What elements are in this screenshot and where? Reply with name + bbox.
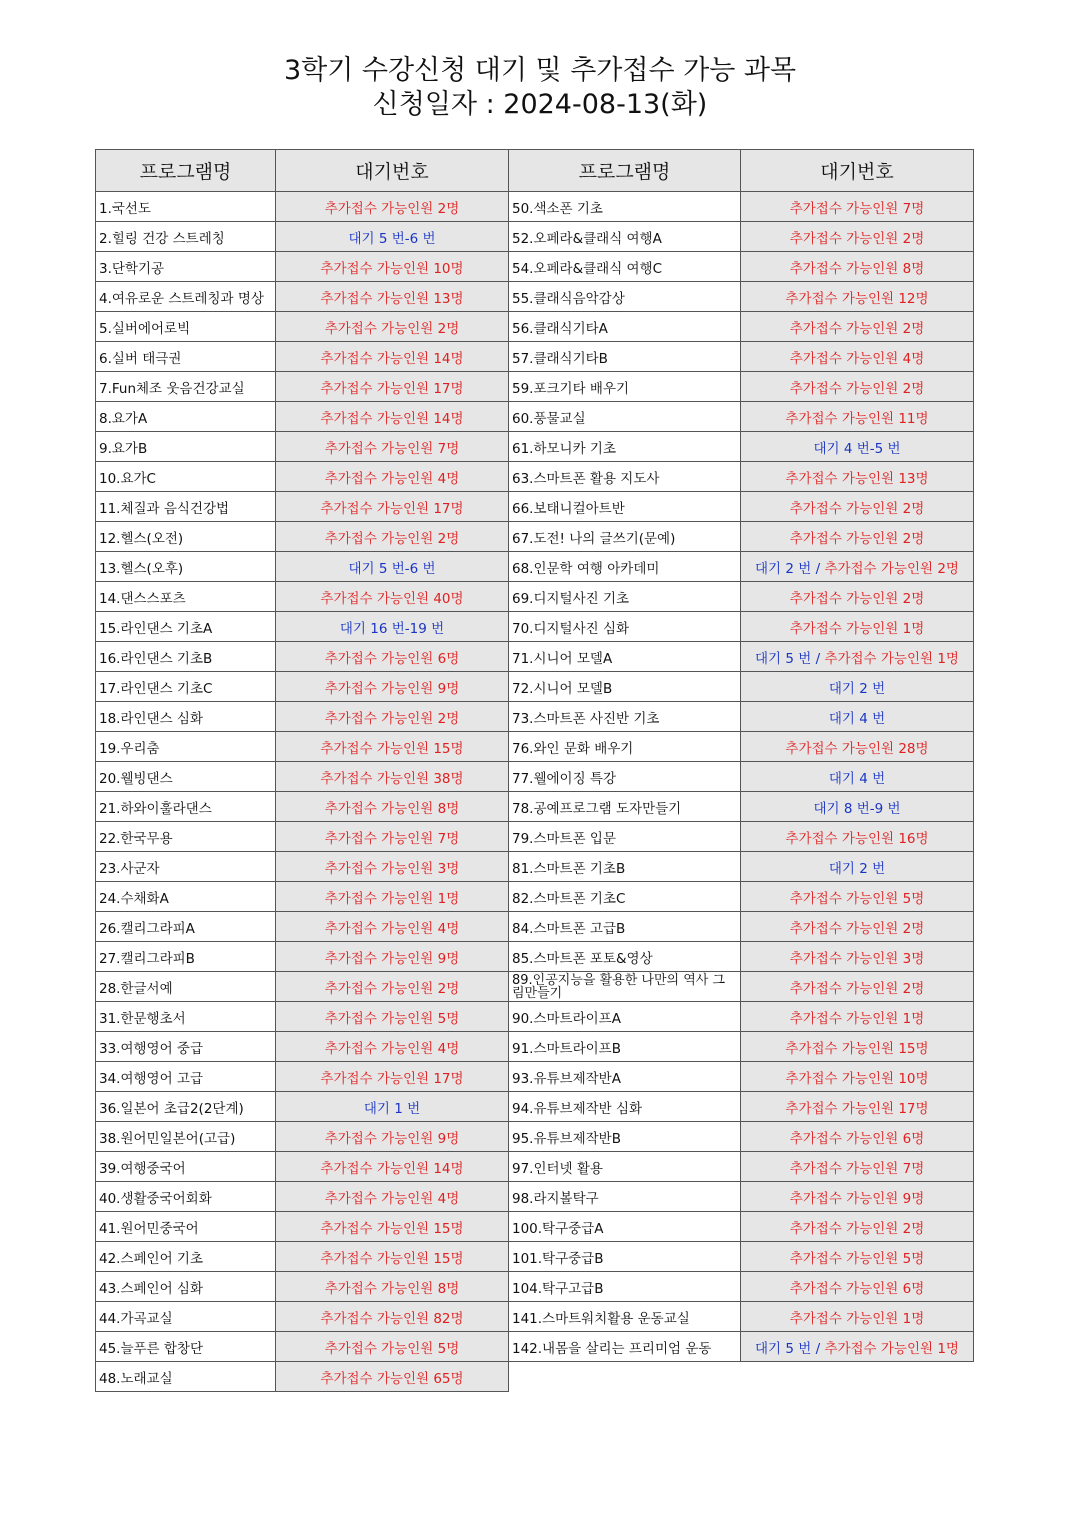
program-name-cell: 68.인문학 여행 아카데미	[509, 552, 741, 582]
program-name-cell: 98.라지볼탁구	[509, 1182, 741, 1212]
waiting-status-cell: 추가접수 가능인원 82명	[276, 1302, 509, 1332]
waitlist-text: 대기 2 번	[755, 560, 812, 577]
waiting-status-cell: 추가접수 가능인원 14명	[276, 342, 509, 372]
table-row	[509, 1092, 974, 1122]
table-row	[509, 762, 974, 792]
program-name-cell: 100.탁구중급A	[509, 1212, 741, 1242]
program-name-cell: 50.색소폰 기초	[509, 192, 741, 222]
waiting-status-cell: 추가접수 가능인원 10명	[276, 252, 509, 282]
table-row	[509, 702, 974, 732]
program-name-cell: 70.디지털사진 심화	[509, 612, 741, 642]
waiting-status-cell: 추가접수 가능인원 12명	[741, 282, 974, 312]
waiting-status-cell: 추가접수 가능인원 5명	[276, 1332, 509, 1362]
waitlist-text: 대기 5 번	[755, 650, 812, 667]
program-name-cell: 12.헬스(오전)	[96, 522, 276, 552]
program-name-cell: 11.체질과 음식건강법	[96, 492, 276, 522]
table-row	[96, 342, 509, 372]
program-name-header: 프로그램명	[96, 150, 276, 192]
program-name-cell: 27.캘리그라피B	[96, 942, 276, 972]
table-row	[96, 672, 509, 702]
program-name-cell: 60.풍물교실	[509, 402, 741, 432]
program-name-cell: 82.스마트폰 기초C	[509, 882, 741, 912]
program-name-cell: 42.스페인어 기초	[96, 1242, 276, 1272]
program-name-cell: 104.탁구고급B	[509, 1272, 741, 1302]
table-row	[96, 732, 509, 762]
waiting-status-cell: 대기 4 번	[741, 702, 974, 732]
waiting-status-cell: 추가접수 가능인원 2명	[276, 312, 509, 342]
waiting-status-cell: 추가접수 가능인원 14명	[276, 1152, 509, 1182]
table-row	[509, 222, 974, 252]
waiting-status-cell: 대기 1 번	[276, 1092, 509, 1122]
table-row	[509, 942, 974, 972]
program-name-cell: 142.내몸을 살리는 프리미엄 운동	[509, 1332, 741, 1362]
table-row	[509, 1242, 974, 1272]
table-row	[96, 372, 509, 402]
table-row	[96, 1092, 509, 1122]
program-name-cell: 61.하모니카 기초	[509, 432, 741, 462]
table-row	[509, 342, 974, 372]
waiting-status-cell: 추가접수 가능인원 2명	[741, 972, 974, 1002]
program-name-cell: 15.라인댄스 기초A	[96, 612, 276, 642]
table-row	[509, 432, 974, 462]
program-name-cell: 20.웰빙댄스	[96, 762, 276, 792]
program-name-cell: 24.수채화A	[96, 882, 276, 912]
waiting-status-cell: 대기 2 번	[741, 672, 974, 702]
table-row	[509, 672, 974, 702]
waiting-status-cell: 추가접수 가능인원 3명	[741, 942, 974, 972]
table-row	[509, 372, 974, 402]
waiting-status-cell: 추가접수 가능인원 2명	[276, 702, 509, 732]
waiting-status-cell: 추가접수 가능인원 38명	[276, 762, 509, 792]
waiting-status-cell: 대기 16 번-19 번	[276, 612, 509, 642]
table-row	[96, 792, 509, 822]
waiting-status-cell: 추가접수 가능인원 2명	[276, 192, 509, 222]
table-row	[509, 402, 974, 432]
table-row	[509, 1332, 974, 1362]
program-name-cell: 2.힐링 건강 스트레칭	[96, 222, 276, 252]
program-name-cell: 22.한국무용	[96, 822, 276, 852]
program-name-cell: 34.여행영어 고급	[96, 1062, 276, 1092]
table-row	[96, 912, 509, 942]
table-row	[509, 1302, 974, 1332]
waiting-status-cell: 추가접수 가능인원 9명	[276, 942, 509, 972]
waiting-status-cell: 추가접수 가능인원 16명	[741, 822, 974, 852]
waiting-status-cell: 추가접수 가능인원 8명	[276, 1272, 509, 1302]
table-row	[96, 1212, 509, 1242]
table-row	[509, 282, 974, 312]
waiting-status-cell: 추가접수 가능인원 5명	[741, 1242, 974, 1272]
table-row	[96, 1242, 509, 1272]
table-row	[96, 942, 509, 972]
waiting-status-cell: 대기 2 번	[741, 852, 974, 882]
waiting-status-cell: 추가접수 가능인원 2명	[276, 972, 509, 1002]
program-name-cell: 78.공예프로그램 도자만들기	[509, 792, 741, 822]
program-name-cell: 52.오페라&클래식 여행A	[509, 222, 741, 252]
waiting-status-cell: 추가접수 가능인원 5명	[276, 1002, 509, 1032]
waiting-status-cell: 추가접수 가능인원 15명	[276, 1242, 509, 1272]
waiting-status-cell: 추가접수 가능인원 28명	[741, 732, 974, 762]
program-name-cell: 97.인터넷 활용	[509, 1152, 741, 1182]
waiting-status-cell: 추가접수 가능인원 9명	[276, 672, 509, 702]
program-name-cell: 72.시니어 모델B	[509, 672, 741, 702]
program-name-cell: 141.스마트워치활용 운동교실	[509, 1302, 741, 1332]
table-row	[509, 642, 974, 672]
program-name-cell: 21.하와이훌라댄스	[96, 792, 276, 822]
program-name-cell: 93.유튜브제작반A	[509, 1062, 741, 1092]
waiting-status-cell: 추가접수 가능인원 10명	[741, 1062, 974, 1092]
waiting-status-cell: 추가접수 가능인원 1명	[741, 1302, 974, 1332]
program-name-cell: 40.생활중국어회화	[96, 1182, 276, 1212]
waiting-status-cell: 추가접수 가능인원 14명	[276, 402, 509, 432]
program-name-cell: 39.여행중국어	[96, 1152, 276, 1182]
program-name-cell: 57.클래식기타B	[509, 342, 741, 372]
waiting-status-cell: 추가접수 가능인원 15명	[276, 732, 509, 762]
program-name-cell: 101.탁구중급B	[509, 1242, 741, 1272]
status-separator: /	[811, 1340, 825, 1357]
program-name-cell: 16.라인댄스 기초B	[96, 642, 276, 672]
table-row	[96, 282, 509, 312]
program-name-cell: 76.와인 문화 배우기	[509, 732, 741, 762]
program-name-cell: 56.클래식기타A	[509, 312, 741, 342]
program-name-cell: 13.헬스(오후)	[96, 552, 276, 582]
waiting-status-cell: 대기 8 번-9 번	[741, 792, 974, 822]
waiting-status-cell: 추가접수 가능인원 15명	[276, 1212, 509, 1242]
waiting-status-cell: 추가접수 가능인원 6명	[741, 1272, 974, 1302]
waiting-status-cell: 추가접수 가능인원 17명	[741, 1092, 974, 1122]
waiting-number-header: 대기번호	[741, 150, 974, 192]
program-name-cell: 43.스페인어 심화	[96, 1272, 276, 1302]
program-name-cell: 54.오페라&클래식 여행C	[509, 252, 741, 282]
waiting-status-cell: 추가접수 가능인원 7명	[741, 192, 974, 222]
waitlist-text: 대기 5 번	[755, 1340, 812, 1357]
waiting-status-cell: 추가접수 가능인원 17명	[276, 372, 509, 402]
waiting-status-cell: 추가접수 가능인원 1명	[276, 882, 509, 912]
table-row	[96, 252, 509, 282]
waiting-status-cell: 추가접수 가능인원 7명	[741, 1152, 974, 1182]
waiting-status-cell	[741, 1332, 974, 1362]
waiting-status-cell: 추가접수 가능인원 2명	[741, 522, 974, 552]
table-row	[509, 462, 974, 492]
table-row	[96, 492, 509, 522]
program-name-cell: 3.단학기공	[96, 252, 276, 282]
program-name-cell: 66.보태니컬아트반	[509, 492, 741, 522]
program-name-cell: 7.Fun체조 웃음건강교실	[96, 372, 276, 402]
waiting-status-cell: 추가접수 가능인원 2명	[276, 522, 509, 552]
waiting-status-cell: 추가접수 가능인원 11명	[741, 402, 974, 432]
program-name-cell: 77.웰에이징 특강	[509, 762, 741, 792]
waiting-status-cell: 추가접수 가능인원 9명	[741, 1182, 974, 1212]
status-separator: /	[811, 650, 825, 667]
waiting-status-cell: 추가접수 가능인원 15명	[741, 1032, 974, 1062]
header-row	[96, 150, 509, 192]
program-name-cell: 5.실버에어로빅	[96, 312, 276, 342]
program-name-cell: 44.가곡교실	[96, 1302, 276, 1332]
available-seats-text: 추가접수 가능인원 1명	[824, 1340, 959, 1357]
program-name-cell: 41.원어민중국어	[96, 1212, 276, 1242]
waiting-status-cell: 대기 5 번-6 번	[276, 552, 509, 582]
program-name-cell: 33.여행영어 중급	[96, 1032, 276, 1062]
waiting-status-cell: 추가접수 가능인원 6명	[276, 642, 509, 672]
table-row	[96, 1302, 509, 1332]
program-name-cell: 63.스마트폰 활용 지도사	[509, 462, 741, 492]
table-row	[96, 522, 509, 552]
header-row	[509, 150, 974, 192]
table-row	[509, 792, 974, 822]
available-seats-text: 추가접수 가능인원 2명	[824, 560, 959, 577]
table-row	[96, 432, 509, 462]
waiting-status-cell: 추가접수 가능인원 13명	[741, 462, 974, 492]
table-row	[96, 1122, 509, 1152]
table-row	[96, 1032, 509, 1062]
program-name-cell: 45.늘푸른 합창단	[96, 1332, 276, 1362]
table-row	[96, 1272, 509, 1302]
waiting-status-cell: 대기 4 번	[741, 762, 974, 792]
table-row	[96, 402, 509, 432]
program-name-cell: 79.스마트폰 입문	[509, 822, 741, 852]
program-name-cell: 23.사군자	[96, 852, 276, 882]
waiting-status-cell: 추가접수 가능인원 4명	[276, 1182, 509, 1212]
program-name-cell: 91.스마트라이프B	[509, 1032, 741, 1062]
program-name-cell: 38.원어민일본어(고급)	[96, 1122, 276, 1152]
table-row	[96, 762, 509, 792]
waiting-status-cell: 추가접수 가능인원 2명	[741, 222, 974, 252]
waiting-status-cell: 추가접수 가능인원 4명	[276, 912, 509, 942]
waiting-status-cell: 추가접수 가능인원 6명	[741, 1122, 974, 1152]
waiting-status-cell: 대기 5 번-6 번	[276, 222, 509, 252]
waiting-status-cell: 추가접수 가능인원 17명	[276, 1062, 509, 1092]
table-row	[509, 612, 974, 642]
program-name-cell: 89.인공지능을 활용한 나만의 역사 그림만들기	[509, 972, 741, 1002]
program-name-cell: 95.유튜브제작반B	[509, 1122, 741, 1152]
table-row	[509, 1182, 974, 1212]
program-name-cell: 81.스마트폰 기초B	[509, 852, 741, 882]
table-row	[96, 1362, 509, 1392]
waiting-status-cell: 추가접수 가능인원 40명	[276, 582, 509, 612]
program-name-cell: 28.한글서예	[96, 972, 276, 1002]
table-row	[96, 612, 509, 642]
waiting-status-cell: 추가접수 가능인원 2명	[741, 312, 974, 342]
program-name-cell: 84.스마트폰 고급B	[509, 912, 741, 942]
program-name-cell: 59.포크기타 배우기	[509, 372, 741, 402]
available-seats-text: 추가접수 가능인원 1명	[824, 650, 959, 667]
table-row	[509, 192, 974, 222]
table-row	[96, 642, 509, 672]
waiting-status-cell: 추가접수 가능인원 7명	[276, 432, 509, 462]
table-row	[96, 822, 509, 852]
right-course-table	[508, 149, 974, 1362]
table-row	[96, 1002, 509, 1032]
table-row	[509, 1272, 974, 1302]
program-name-cell: 9.요가B	[96, 432, 276, 462]
waiting-status-cell: 추가접수 가능인원 8명	[276, 792, 509, 822]
waiting-status-cell	[741, 642, 974, 672]
table-row	[509, 1002, 974, 1032]
waiting-status-cell: 추가접수 가능인원 13명	[276, 282, 509, 312]
program-name-cell: 4.여유로운 스트레칭과 명상	[96, 282, 276, 312]
table-row	[509, 312, 974, 342]
program-name-header: 프로그램명	[509, 150, 741, 192]
waiting-status-cell: 추가접수 가능인원 1명	[741, 1002, 974, 1032]
waiting-status-cell: 추가접수 가능인원 2명	[741, 492, 974, 522]
status-separator: /	[811, 560, 825, 577]
waiting-status-cell: 추가접수 가능인원 5명	[741, 882, 974, 912]
waiting-status-cell: 추가접수 가능인원 65명	[276, 1362, 509, 1392]
waiting-status-cell: 추가접수 가능인원 4명	[276, 462, 509, 492]
waiting-status-cell	[741, 552, 974, 582]
program-name-cell: 19.우리춤	[96, 732, 276, 762]
table-row	[96, 222, 509, 252]
program-name-cell: 31.한문행초서	[96, 1002, 276, 1032]
table-row	[96, 1152, 509, 1182]
program-name-cell: 69.디지털사진 기초	[509, 582, 741, 612]
waiting-number-header: 대기번호	[276, 150, 509, 192]
table-row	[509, 552, 974, 582]
program-name-cell: 1.국선도	[96, 192, 276, 222]
table-row	[96, 192, 509, 222]
table-row	[509, 582, 974, 612]
program-name-cell: 67.도전! 나의 글쓰기(문예)	[509, 522, 741, 552]
application-date: 신청일자 : 2024-08-13(화)	[372, 89, 708, 120]
program-name-cell: 26.캘리그라피A	[96, 912, 276, 942]
table-row	[509, 1032, 974, 1062]
page-title: 3학기 수강신청 대기 및 추가접수 가능 과목	[283, 55, 797, 86]
waiting-status-cell: 추가접수 가능인원 2명	[741, 912, 974, 942]
program-name-cell: 85.스마트폰 포토&영상	[509, 942, 741, 972]
program-name-cell: 10.요가C	[96, 462, 276, 492]
table-row	[96, 1332, 509, 1362]
program-name-cell: 90.스마트라이프A	[509, 1002, 741, 1032]
table-row	[96, 882, 509, 912]
table-row	[509, 1122, 974, 1152]
program-name-cell: 94.유튜브제작반 심화	[509, 1092, 741, 1122]
waiting-status-cell: 추가접수 가능인원 9명	[276, 1122, 509, 1152]
table-row	[96, 852, 509, 882]
table-row	[509, 972, 974, 1002]
table-row	[509, 1212, 974, 1242]
table-row	[509, 732, 974, 762]
table-row	[509, 492, 974, 522]
table-row	[96, 552, 509, 582]
table-row	[509, 912, 974, 942]
waiting-status-cell: 대기 4 번-5 번	[741, 432, 974, 462]
waiting-status-cell: 추가접수 가능인원 4명	[276, 1032, 509, 1062]
waiting-status-cell: 추가접수 가능인원 2명	[741, 582, 974, 612]
program-name-cell: 8.요가A	[96, 402, 276, 432]
program-name-cell: 17.라인댄스 기초C	[96, 672, 276, 702]
program-name-cell: 48.노래교실	[96, 1362, 276, 1392]
program-name-cell: 18.라인댄스 심화	[96, 702, 276, 732]
table-row	[96, 702, 509, 732]
table-row	[509, 522, 974, 552]
program-name-cell: 71.시니어 모델A	[509, 642, 741, 672]
waiting-status-cell: 추가접수 가능인원 2명	[741, 372, 974, 402]
table-row	[509, 1062, 974, 1092]
waiting-status-cell: 추가접수 가능인원 4명	[741, 342, 974, 372]
table-row	[509, 852, 974, 882]
table-row	[509, 252, 974, 282]
table-row	[96, 312, 509, 342]
waiting-status-cell: 추가접수 가능인원 3명	[276, 852, 509, 882]
table-row	[96, 462, 509, 492]
program-name-cell: 36.일본어 초급2(2단계)	[96, 1092, 276, 1122]
program-name-cell: 55.클래식음악감상	[509, 282, 741, 312]
waiting-status-cell: 추가접수 가능인원 1명	[741, 612, 974, 642]
program-name-cell: 73.스마트폰 사진반 기초	[509, 702, 741, 732]
table-row	[96, 582, 509, 612]
waiting-status-cell: 추가접수 가능인원 17명	[276, 492, 509, 522]
table-row	[96, 1182, 509, 1212]
table-row	[509, 822, 974, 852]
program-name-cell: 6.실버 태극권	[96, 342, 276, 372]
program-name-cell: 14.댄스스포츠	[96, 582, 276, 612]
waiting-status-cell: 추가접수 가능인원 7명	[276, 822, 509, 852]
table-row	[509, 1152, 974, 1182]
waiting-status-cell: 추가접수 가능인원 8명	[741, 252, 974, 282]
table-row	[509, 882, 974, 912]
left-course-table	[95, 149, 509, 1392]
waiting-status-cell: 추가접수 가능인원 2명	[741, 1212, 974, 1242]
table-row	[96, 1062, 509, 1092]
table-row	[96, 972, 509, 1002]
